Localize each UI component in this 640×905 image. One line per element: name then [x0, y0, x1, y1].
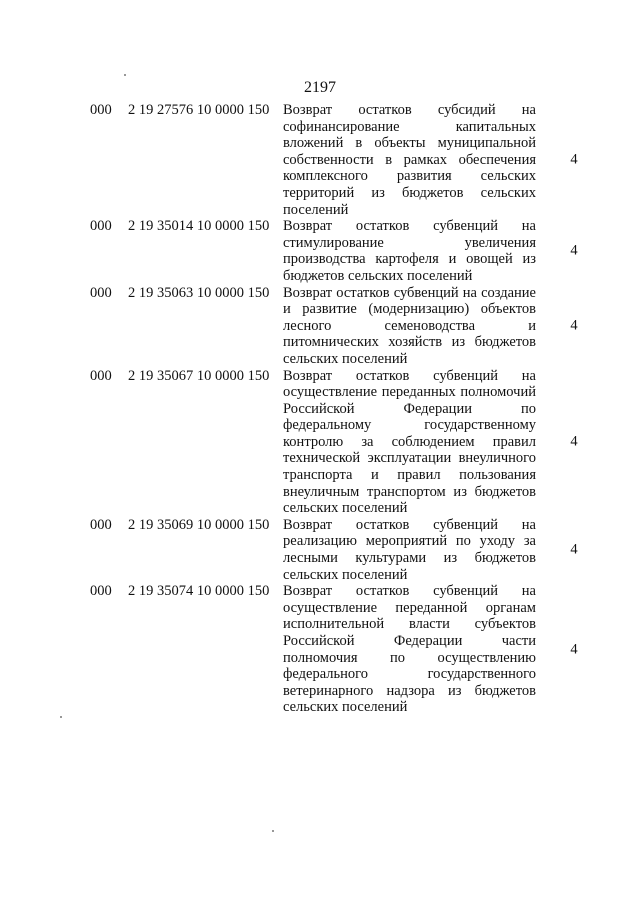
budget-table — [0, 102, 640, 716]
scan-speck — [272, 830, 274, 832]
income-name: Возврат остатков субсидий на софинансирование капитальных вложений в объекты муниципальной собственности в рамках обеспечения комплексного развития сельских территорий из бюджетов сельских поселений — [283, 102, 536, 218]
income-name: Возврат остатков субвенций на создание и развитие (модернизацию) объектов лесного семеноводства и питомнических хозяйств из бюджетов сельских поселений — [283, 284, 536, 367]
table-row — [0, 368, 640, 517]
budget-code: 2 19 35014 10 0000 150 — [128, 218, 270, 235]
amount-value: 4 — [570, 541, 578, 558]
table-row — [0, 102, 640, 218]
table-row — [0, 218, 640, 284]
amount-value: 4 — [570, 433, 578, 450]
admin-code: 000 — [90, 102, 112, 118]
admin-code: 000 — [90, 516, 112, 533]
income-name: Возврат остатков субвенций на реализацию мероприятий по уходу за лесными культурами из бюджетов сельских поселений — [283, 516, 536, 583]
amount-value: 4 — [570, 243, 578, 260]
budget-code: 2 19 35067 10 0000 150 — [128, 367, 270, 384]
budget-code: 2 19 27576 10 0000 150 — [128, 102, 270, 118]
budget-code: 2 19 35069 10 0000 150 — [128, 516, 270, 533]
table-row — [0, 517, 640, 583]
amount-value: 4 — [570, 641, 578, 658]
admin-code: 000 — [90, 367, 112, 384]
table-row — [0, 285, 640, 368]
table-row — [0, 583, 640, 716]
admin-code: 000 — [90, 218, 112, 235]
admin-code: 000 — [90, 284, 112, 301]
amount-value: 4 — [570, 317, 578, 334]
page-number: 2197 — [304, 79, 336, 96]
admin-code: 000 — [90, 583, 112, 600]
scan-speck — [124, 74, 126, 76]
income-name: Возврат остатков субвенций на стимулирование увеличения производства картофеля и овощей из бюджетов сельских поселений — [283, 218, 536, 284]
income-name: Возврат остатков субвенций на осуществление переданной органам исполнительной власти субъектов Российской Федерации части полномочия по осуществлению федерального государственного ветеринарного надзора из бюджетов сельских поселений — [283, 583, 536, 716]
amount-value: 4 — [570, 151, 578, 168]
budget-code: 2 19 35063 10 0000 150 — [128, 284, 270, 301]
income-name: Возврат остатков субвенций на осуществление переданных полномочий Российской Федерации по федеральному государственному контролю за соблюдением правил технической эксплуатации внеуличного транспорта и правил пользования внеуличным транспортом из бюджетов сельских поселений — [283, 367, 536, 517]
scan-speck — [60, 716, 62, 718]
budget-code: 2 19 35074 10 0000 150 — [128, 583, 270, 600]
